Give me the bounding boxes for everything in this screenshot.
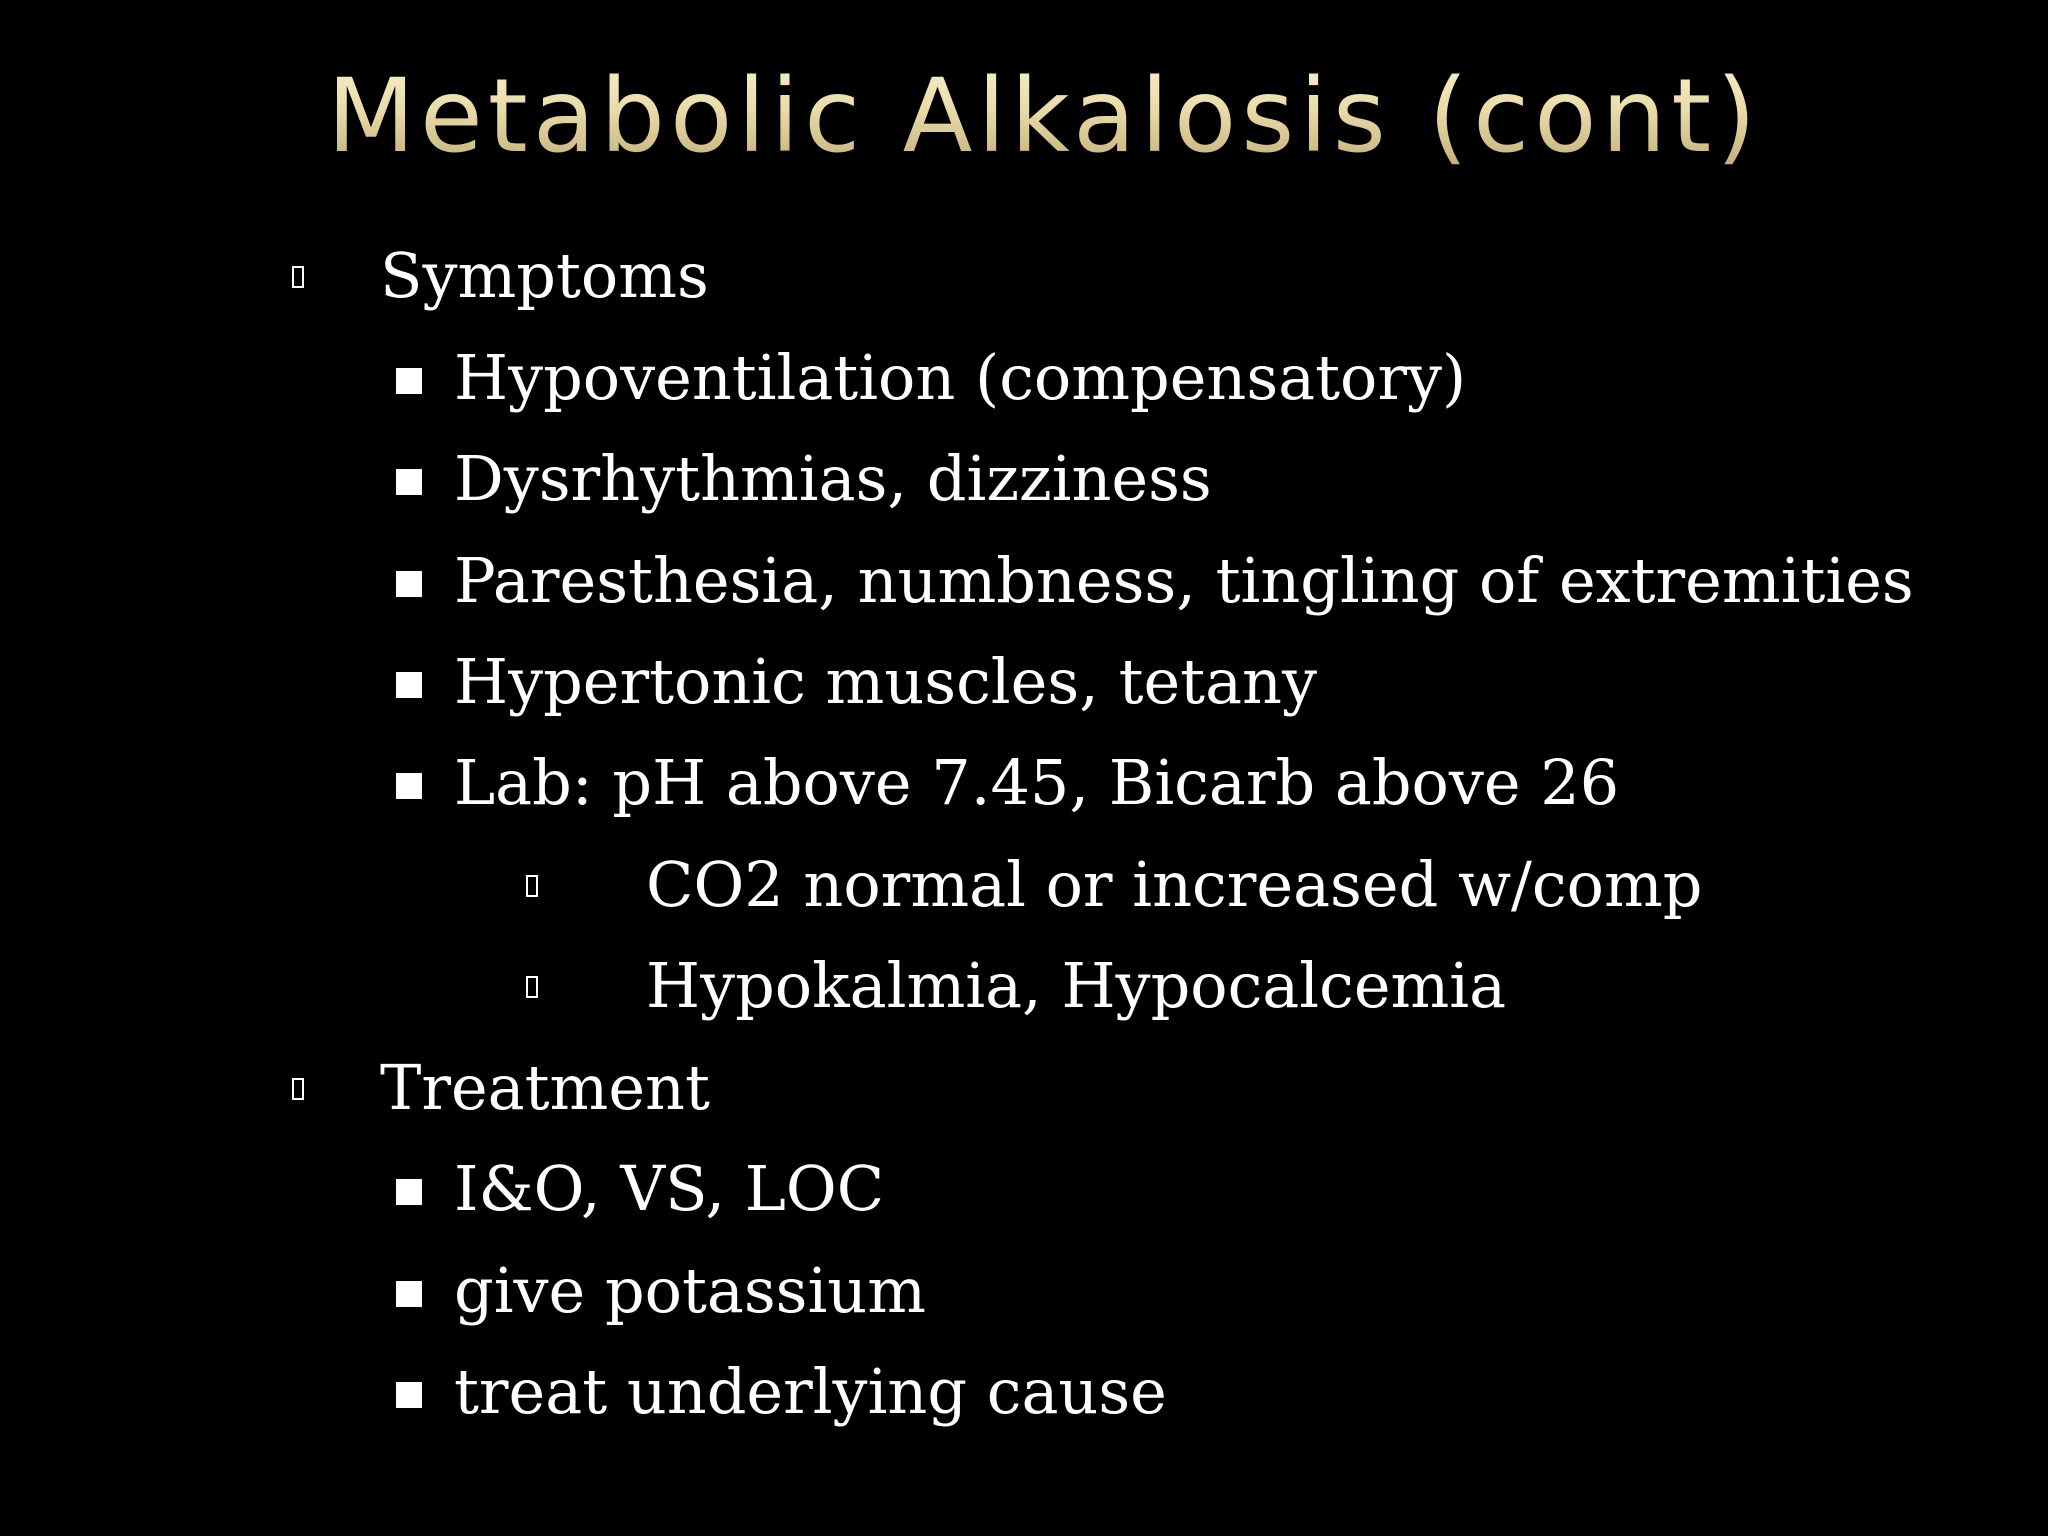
square-bullet-icon [396, 368, 422, 394]
square-bullet-icon [396, 1179, 422, 1205]
bullet-glyph-icon [526, 875, 538, 897]
symptom-text: Dysrhythmias, dizziness [454, 442, 1212, 515]
treatment-text: give potassium [454, 1254, 927, 1327]
square-bullet-icon [396, 773, 422, 799]
square-bullet-icon [396, 672, 422, 698]
bullet-glyph-icon [292, 266, 304, 288]
square-bullet-icon [396, 571, 422, 597]
symptom-text: Hypoventilation (compensatory) [454, 341, 1467, 414]
treatment-text: I&O, VS, LOC [454, 1152, 885, 1225]
symptom-text: Paresthesia, numbness, tingling of extremities [454, 544, 1914, 617]
bullet-glyph-icon [526, 976, 538, 998]
bullet-text: Treatment [380, 1051, 710, 1124]
symptom-text: Lab: pH above 7.45, Bicarb above 26 [454, 746, 1620, 819]
bullet-glyph-icon [292, 1078, 304, 1100]
square-bullet-icon [396, 1382, 422, 1408]
slide-title: Metabolic Alkalosis (cont) [0, 52, 2048, 182]
treatment-text: treat underlying cause [454, 1355, 1167, 1428]
lab-sub-text: Hypokalmia, Hypocalcemia [646, 949, 1507, 1022]
symptom-text: Hypertonic muscles, tetany [454, 645, 1318, 718]
square-bullet-icon [396, 1281, 422, 1307]
square-bullet-icon [396, 469, 422, 495]
bullet-text: Symptoms [380, 239, 709, 312]
lab-sub-text: CO2 normal or increased w/comp [646, 848, 1703, 921]
